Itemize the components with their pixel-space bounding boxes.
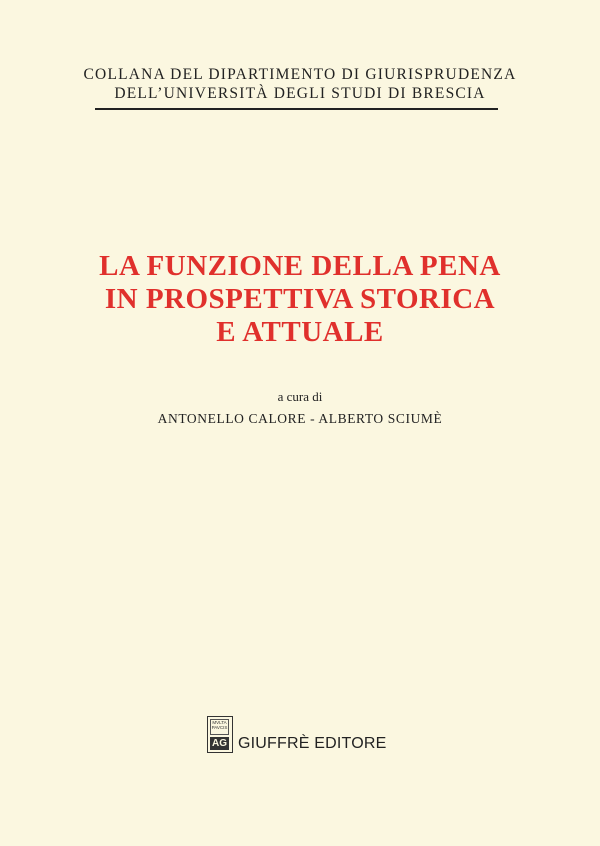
series-name-line-2: DELL’UNIVERSITÀ DEGLI STUDI DI BRESCIA [114, 85, 486, 102]
editors-names: ANTONELLO CALORE - ALBERTO SCIUMÈ [157, 411, 443, 426]
publisher-logo-initials: AG [212, 738, 227, 749]
publisher-name: GIUFFRÈ EDITORE [238, 735, 387, 752]
book-title-line-3: E ATTUALE [216, 316, 384, 348]
publisher-logo-icon [207, 716, 233, 753]
series-name-line-1: COLLANA DEL DIPARTIMENTO DI GIURISPRUDENZA [83, 66, 517, 83]
header-rule [95, 108, 498, 110]
publisher-logo-motto: MVLTA PAVCIS [210, 719, 229, 735]
book-title-line-1: LA FUNZIONE DELLA PENA [99, 250, 501, 282]
book-title-line-2: IN PROSPETTIVA STORICA [104, 283, 496, 315]
editors-label: a cura di [277, 389, 323, 404]
